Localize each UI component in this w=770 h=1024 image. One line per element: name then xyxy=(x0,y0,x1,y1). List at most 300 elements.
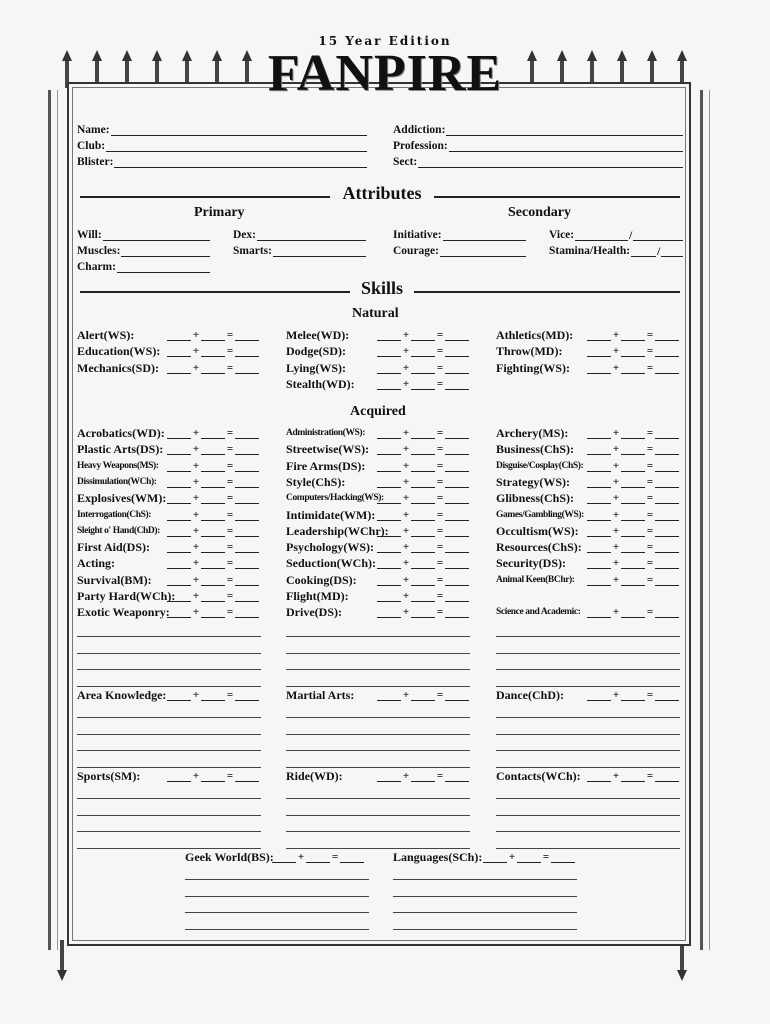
blank-write-line[interactable] xyxy=(185,912,369,913)
score-box[interactable] xyxy=(621,558,645,569)
score-box[interactable] xyxy=(621,477,645,488)
score-box[interactable] xyxy=(167,607,191,618)
score-box[interactable] xyxy=(587,771,611,782)
score-box[interactable] xyxy=(235,477,259,488)
score-box[interactable] xyxy=(201,461,225,472)
blank-write-line[interactable] xyxy=(286,767,470,768)
skill-score[interactable] xyxy=(167,427,259,439)
score-box[interactable] xyxy=(445,444,469,455)
score-box[interactable] xyxy=(587,428,611,439)
blank-write-line[interactable] xyxy=(286,848,470,849)
skill-score[interactable] xyxy=(377,378,469,390)
score-box[interactable] xyxy=(377,346,401,357)
score-box[interactable] xyxy=(201,575,225,586)
equals-sign: = xyxy=(436,427,444,439)
score-box[interactable] xyxy=(377,493,401,504)
score-box[interactable] xyxy=(201,510,225,521)
skill-score[interactable] xyxy=(587,509,679,521)
score-box[interactable] xyxy=(167,346,191,357)
score-box[interactable] xyxy=(377,363,401,374)
identity-left-field[interactable] xyxy=(77,124,367,136)
score-box[interactable] xyxy=(377,575,401,586)
skill-score[interactable] xyxy=(377,460,469,472)
score-box[interactable] xyxy=(377,477,401,488)
score-box[interactable] xyxy=(201,690,225,701)
score-box[interactable] xyxy=(167,461,191,472)
score-box[interactable] xyxy=(621,444,645,455)
score-box[interactable] xyxy=(587,690,611,701)
blank-write-line[interactable] xyxy=(77,815,261,816)
skill-score[interactable] xyxy=(377,541,469,553)
skill-score[interactable] xyxy=(587,606,679,618)
score-box[interactable] xyxy=(483,852,507,863)
blank-write-line[interactable] xyxy=(496,686,680,687)
score-box[interactable] xyxy=(167,591,191,602)
score-box[interactable] xyxy=(201,558,225,569)
score-box[interactable] xyxy=(377,607,401,618)
primary-attribute-field[interactable] xyxy=(233,245,366,257)
skill-score[interactable] xyxy=(167,362,259,374)
score-box[interactable] xyxy=(411,330,435,341)
score-box[interactable] xyxy=(167,542,191,553)
score-box[interactable] xyxy=(655,444,679,455)
secondary-attribute-field[interactable] xyxy=(549,229,683,241)
score-box[interactable] xyxy=(377,379,401,390)
skill-score[interactable] xyxy=(167,443,259,455)
skill-score[interactable] xyxy=(377,329,469,341)
score-box[interactable] xyxy=(377,428,401,439)
blank-write-line[interactable] xyxy=(286,734,470,735)
score-box[interactable] xyxy=(411,363,435,374)
score-box[interactable] xyxy=(445,428,469,439)
blank-write-line[interactable] xyxy=(286,636,470,637)
score-box[interactable] xyxy=(201,346,225,357)
blank-write-line[interactable] xyxy=(496,815,680,816)
score-box[interactable] xyxy=(411,461,435,472)
identity-right-field[interactable] xyxy=(393,124,683,136)
score-box[interactable] xyxy=(445,330,469,341)
plus-sign: + xyxy=(508,851,516,863)
score-box[interactable] xyxy=(201,444,225,455)
skill-group-label: Dance(ChD): xyxy=(496,688,564,702)
skill-score[interactable] xyxy=(587,362,679,374)
skill-score[interactable] xyxy=(377,557,469,569)
score-box[interactable] xyxy=(445,477,469,488)
score-box[interactable] xyxy=(445,510,469,521)
score-box[interactable] xyxy=(655,771,679,782)
score-box[interactable] xyxy=(377,558,401,569)
blank-write-line[interactable] xyxy=(77,717,261,718)
score-box[interactable] xyxy=(621,542,645,553)
skill-score[interactable] xyxy=(167,329,259,341)
score-box[interactable] xyxy=(235,428,259,439)
score-box[interactable] xyxy=(445,771,469,782)
score-box[interactable] xyxy=(201,526,225,537)
score-box[interactable] xyxy=(235,607,259,618)
skill-score[interactable] xyxy=(377,574,469,586)
skill-label: Exotic Weaponry: xyxy=(77,605,170,620)
score-box[interactable] xyxy=(445,591,469,602)
score-box[interactable] xyxy=(587,510,611,521)
score-box[interactable] xyxy=(167,477,191,488)
score-box[interactable] xyxy=(235,542,259,553)
identity-right-field-line[interactable] xyxy=(418,156,683,168)
score-box[interactable] xyxy=(411,477,435,488)
score-box[interactable] xyxy=(235,690,259,701)
blank-write-line[interactable] xyxy=(496,798,680,799)
score-box[interactable] xyxy=(411,575,435,586)
score-box[interactable] xyxy=(201,428,225,439)
skill-score[interactable] xyxy=(167,606,259,618)
fence-post-icon xyxy=(48,90,58,950)
skill-score[interactable] xyxy=(377,606,469,618)
blank-write-line[interactable] xyxy=(496,767,680,768)
score-box[interactable] xyxy=(655,477,679,488)
score-box[interactable] xyxy=(411,607,435,618)
secondary-attribute-field-label: Vice: xyxy=(549,229,575,241)
score-box[interactable] xyxy=(655,330,679,341)
natural-heading: Natural xyxy=(352,306,399,321)
skill-label: Cooking(DS): xyxy=(286,572,357,587)
primary-attribute-field-line[interactable] xyxy=(257,229,366,241)
score-box[interactable] xyxy=(655,493,679,504)
equals-sign: = xyxy=(226,361,234,374)
identity-left-field[interactable] xyxy=(77,140,367,152)
score-box[interactable] xyxy=(587,330,611,341)
score-box[interactable] xyxy=(167,771,191,782)
score-box[interactable] xyxy=(201,493,225,504)
skill-score[interactable] xyxy=(377,509,469,521)
skill-label: Fire Arms(DS): xyxy=(286,458,366,473)
score-box[interactable] xyxy=(167,558,191,569)
score-box[interactable] xyxy=(235,575,259,586)
score-box[interactable] xyxy=(655,542,679,553)
blank-write-line[interactable] xyxy=(185,879,369,880)
skill-score[interactable] xyxy=(167,460,259,472)
blank-write-line[interactable] xyxy=(286,750,470,751)
score-box[interactable] xyxy=(411,591,435,602)
score-box[interactable] xyxy=(621,428,645,439)
score-box[interactable] xyxy=(377,542,401,553)
skill-score[interactable] xyxy=(167,770,259,782)
score-box[interactable] xyxy=(411,526,435,537)
skill-score[interactable] xyxy=(587,329,679,341)
score-box[interactable] xyxy=(587,493,611,504)
blank-write-line[interactable] xyxy=(393,912,577,913)
skill-score[interactable] xyxy=(167,689,259,701)
score-box[interactable] xyxy=(621,363,645,374)
blank-write-line[interactable] xyxy=(286,798,470,799)
score-box[interactable] xyxy=(235,461,259,472)
blank-write-line[interactable] xyxy=(77,653,261,654)
score-box[interactable] xyxy=(201,330,225,341)
plus-sign: + xyxy=(402,557,410,570)
score-box[interactable] xyxy=(201,477,225,488)
score-box[interactable] xyxy=(306,852,330,863)
score-box[interactable] xyxy=(655,346,679,357)
score-box[interactable] xyxy=(167,510,191,521)
score-box[interactable] xyxy=(411,493,435,504)
skill-score[interactable] xyxy=(167,492,259,504)
blank-write-line[interactable] xyxy=(185,896,369,897)
primary-attribute-field-line[interactable] xyxy=(121,245,210,257)
score-box[interactable] xyxy=(167,526,191,537)
score-box[interactable] xyxy=(655,607,679,618)
skill-score[interactable] xyxy=(167,574,259,586)
score-box[interactable] xyxy=(587,346,611,357)
blank-write-line[interactable] xyxy=(496,734,680,735)
skill-score[interactable] xyxy=(587,345,679,357)
blank-write-line[interactable] xyxy=(393,879,577,880)
score-box[interactable] xyxy=(235,493,259,504)
score-box[interactable] xyxy=(377,690,401,701)
score-box[interactable] xyxy=(411,690,435,701)
blank-write-line[interactable] xyxy=(393,896,577,897)
blank-write-line[interactable] xyxy=(77,848,261,849)
secondary-attribute-field[interactable] xyxy=(393,229,526,241)
blank-write-line[interactable] xyxy=(496,636,680,637)
blank-write-line[interactable] xyxy=(286,831,470,832)
score-box[interactable] xyxy=(621,526,645,537)
identity-right-field[interactable] xyxy=(393,156,683,168)
skill-score[interactable] xyxy=(272,851,364,863)
score-box[interactable] xyxy=(621,607,645,618)
score-box[interactable] xyxy=(655,690,679,701)
skill-score[interactable] xyxy=(587,689,679,701)
blank-write-line[interactable] xyxy=(77,669,261,670)
blank-write-line[interactable] xyxy=(77,750,261,751)
score-box[interactable] xyxy=(201,607,225,618)
score-box[interactable] xyxy=(445,346,469,357)
primary-attribute-field-line[interactable] xyxy=(273,245,366,257)
primary-attribute-field-line[interactable] xyxy=(117,261,210,273)
blank-write-line[interactable] xyxy=(185,929,369,930)
score-box[interactable] xyxy=(411,379,435,390)
skill-score[interactable] xyxy=(587,476,679,488)
identity-left-field-line[interactable] xyxy=(111,124,367,136)
score-box[interactable] xyxy=(235,526,259,537)
skill-score[interactable] xyxy=(377,525,469,537)
skill-score[interactable] xyxy=(167,345,259,357)
score-box[interactable] xyxy=(655,461,679,472)
identity-right-field-line[interactable] xyxy=(449,140,683,152)
score-box[interactable] xyxy=(235,330,259,341)
score-box[interactable] xyxy=(655,558,679,569)
score-box[interactable] xyxy=(411,428,435,439)
blank-write-line[interactable] xyxy=(496,653,680,654)
skill-score[interactable] xyxy=(587,574,679,586)
score-box[interactable] xyxy=(235,346,259,357)
score-box[interactable] xyxy=(235,510,259,521)
score-box[interactable] xyxy=(411,558,435,569)
blank-write-line[interactable] xyxy=(496,750,680,751)
score-box[interactable] xyxy=(445,379,469,390)
skill-score[interactable] xyxy=(377,443,469,455)
secondary-attribute-field-line[interactable] xyxy=(443,229,526,241)
blank-write-line[interactable] xyxy=(496,669,680,670)
blank-write-line[interactable] xyxy=(286,717,470,718)
score-box[interactable] xyxy=(655,510,679,521)
score-box[interactable] xyxy=(272,852,296,863)
blank-write-line[interactable] xyxy=(77,734,261,735)
score-box[interactable] xyxy=(377,510,401,521)
skill-score[interactable] xyxy=(587,541,679,553)
skill-score[interactable] xyxy=(377,476,469,488)
score-box[interactable] xyxy=(201,363,225,374)
skill-score[interactable] xyxy=(167,525,259,537)
score-box[interactable] xyxy=(167,444,191,455)
secondary-attribute-field-line[interactable] xyxy=(440,245,526,257)
skill-label: Resources(ChS): xyxy=(496,540,582,555)
score-box[interactable] xyxy=(587,558,611,569)
score-box[interactable] xyxy=(411,510,435,521)
score-box[interactable] xyxy=(201,542,225,553)
skill-score[interactable] xyxy=(167,590,259,602)
blank-write-line[interactable] xyxy=(286,669,470,670)
blank-write-line[interactable] xyxy=(496,831,680,832)
skill-score[interactable] xyxy=(587,557,679,569)
skill-score[interactable] xyxy=(377,689,469,701)
skill-score[interactable] xyxy=(587,525,679,537)
primary-attribute-field[interactable] xyxy=(77,245,210,257)
score-box[interactable] xyxy=(551,852,575,863)
score-box[interactable] xyxy=(377,591,401,602)
skill-score[interactable] xyxy=(167,557,259,569)
score-box[interactable] xyxy=(411,444,435,455)
primary-attribute-field[interactable] xyxy=(233,229,366,241)
identity-left-field-line[interactable] xyxy=(106,140,367,152)
skill-score[interactable] xyxy=(377,590,469,602)
score-box[interactable] xyxy=(621,510,645,521)
score-box[interactable] xyxy=(445,493,469,504)
primary-attribute-field-line[interactable] xyxy=(103,229,210,241)
score-box[interactable] xyxy=(621,771,645,782)
score-box[interactable] xyxy=(235,591,259,602)
skill-score[interactable] xyxy=(167,541,259,553)
blank-write-line[interactable] xyxy=(286,815,470,816)
score-box[interactable] xyxy=(587,477,611,488)
score-box[interactable] xyxy=(167,493,191,504)
score-box[interactable] xyxy=(587,542,611,553)
score-box[interactable] xyxy=(201,771,225,782)
score-box[interactable] xyxy=(621,461,645,472)
blank-write-line[interactable] xyxy=(77,767,261,768)
skill-score[interactable] xyxy=(377,427,469,439)
score-box[interactable] xyxy=(445,542,469,553)
score-box[interactable] xyxy=(411,771,435,782)
score-box[interactable] xyxy=(411,346,435,357)
score-box[interactable] xyxy=(445,363,469,374)
score-box[interactable] xyxy=(587,363,611,374)
skill-score[interactable] xyxy=(167,509,259,521)
score-box[interactable] xyxy=(587,575,611,586)
score-box[interactable] xyxy=(235,558,259,569)
identity-left-field[interactable] xyxy=(77,156,367,168)
score-box[interactable] xyxy=(377,771,401,782)
score-box[interactable] xyxy=(445,461,469,472)
score-box[interactable] xyxy=(445,558,469,569)
score-box[interactable] xyxy=(655,428,679,439)
score-box[interactable] xyxy=(621,575,645,586)
skill-score[interactable] xyxy=(587,770,679,782)
skill-score[interactable] xyxy=(587,443,679,455)
secondary-heading: Secondary xyxy=(508,205,571,220)
equals-sign: = xyxy=(646,345,654,358)
blank-write-line[interactable] xyxy=(496,717,680,718)
score-box[interactable] xyxy=(235,771,259,782)
blank-write-line[interactable] xyxy=(77,636,261,637)
score-box[interactable] xyxy=(621,346,645,357)
score-box[interactable] xyxy=(587,444,611,455)
score-box[interactable] xyxy=(411,542,435,553)
score-box[interactable] xyxy=(377,461,401,472)
score-box[interactable] xyxy=(377,526,401,537)
score-box[interactable] xyxy=(655,575,679,586)
score-box[interactable] xyxy=(201,591,225,602)
skill-score[interactable] xyxy=(587,460,679,472)
secondary-attribute-field[interactable] xyxy=(549,245,683,257)
score-box[interactable] xyxy=(655,363,679,374)
score-box[interactable] xyxy=(445,607,469,618)
score-box[interactable] xyxy=(235,363,259,374)
blank-write-line[interactable] xyxy=(77,686,261,687)
score-box[interactable] xyxy=(517,852,541,863)
score-box[interactable] xyxy=(377,330,401,341)
blank-write-line[interactable] xyxy=(77,831,261,832)
skill-score[interactable] xyxy=(377,362,469,374)
score-box[interactable] xyxy=(621,690,645,701)
skill-label: Science and Academic: xyxy=(496,607,581,618)
score-box[interactable] xyxy=(621,330,645,341)
identity-right-field[interactable] xyxy=(393,140,683,152)
score-box[interactable] xyxy=(340,852,364,863)
primary-attribute-field[interactable] xyxy=(77,229,210,241)
score-box[interactable] xyxy=(621,493,645,504)
blank-write-line[interactable] xyxy=(286,653,470,654)
blank-write-line[interactable] xyxy=(393,929,577,930)
skill-score[interactable] xyxy=(483,851,575,863)
score-box[interactable] xyxy=(655,526,679,537)
blank-write-line[interactable] xyxy=(496,848,680,849)
score-box[interactable] xyxy=(587,526,611,537)
blank-write-line[interactable] xyxy=(77,798,261,799)
skill-score[interactable] xyxy=(587,492,679,504)
skill-score[interactable] xyxy=(167,476,259,488)
score-box[interactable] xyxy=(587,461,611,472)
score-box[interactable] xyxy=(445,526,469,537)
score-box[interactable] xyxy=(377,444,401,455)
identity-right-field-line[interactable] xyxy=(446,124,683,136)
score-box[interactable] xyxy=(445,575,469,586)
score-box[interactable] xyxy=(167,428,191,439)
score-box[interactable] xyxy=(587,607,611,618)
score-box[interactable] xyxy=(167,575,191,586)
skill-score[interactable] xyxy=(377,770,469,782)
skill-score[interactable] xyxy=(377,345,469,357)
identity-left-field-line[interactable] xyxy=(114,156,367,168)
skill-label: Lying(WS): xyxy=(286,360,347,375)
score-box[interactable] xyxy=(167,363,191,374)
score-box[interactable] xyxy=(167,330,191,341)
skill-score[interactable] xyxy=(377,492,469,504)
score-box[interactable] xyxy=(167,690,191,701)
primary-attribute-field[interactable] xyxy=(77,261,210,273)
secondary-attribute-field[interactable] xyxy=(393,245,526,257)
blank-write-line[interactable] xyxy=(286,686,470,687)
score-box[interactable] xyxy=(445,690,469,701)
skill-score[interactable] xyxy=(587,427,679,439)
score-box[interactable] xyxy=(235,444,259,455)
